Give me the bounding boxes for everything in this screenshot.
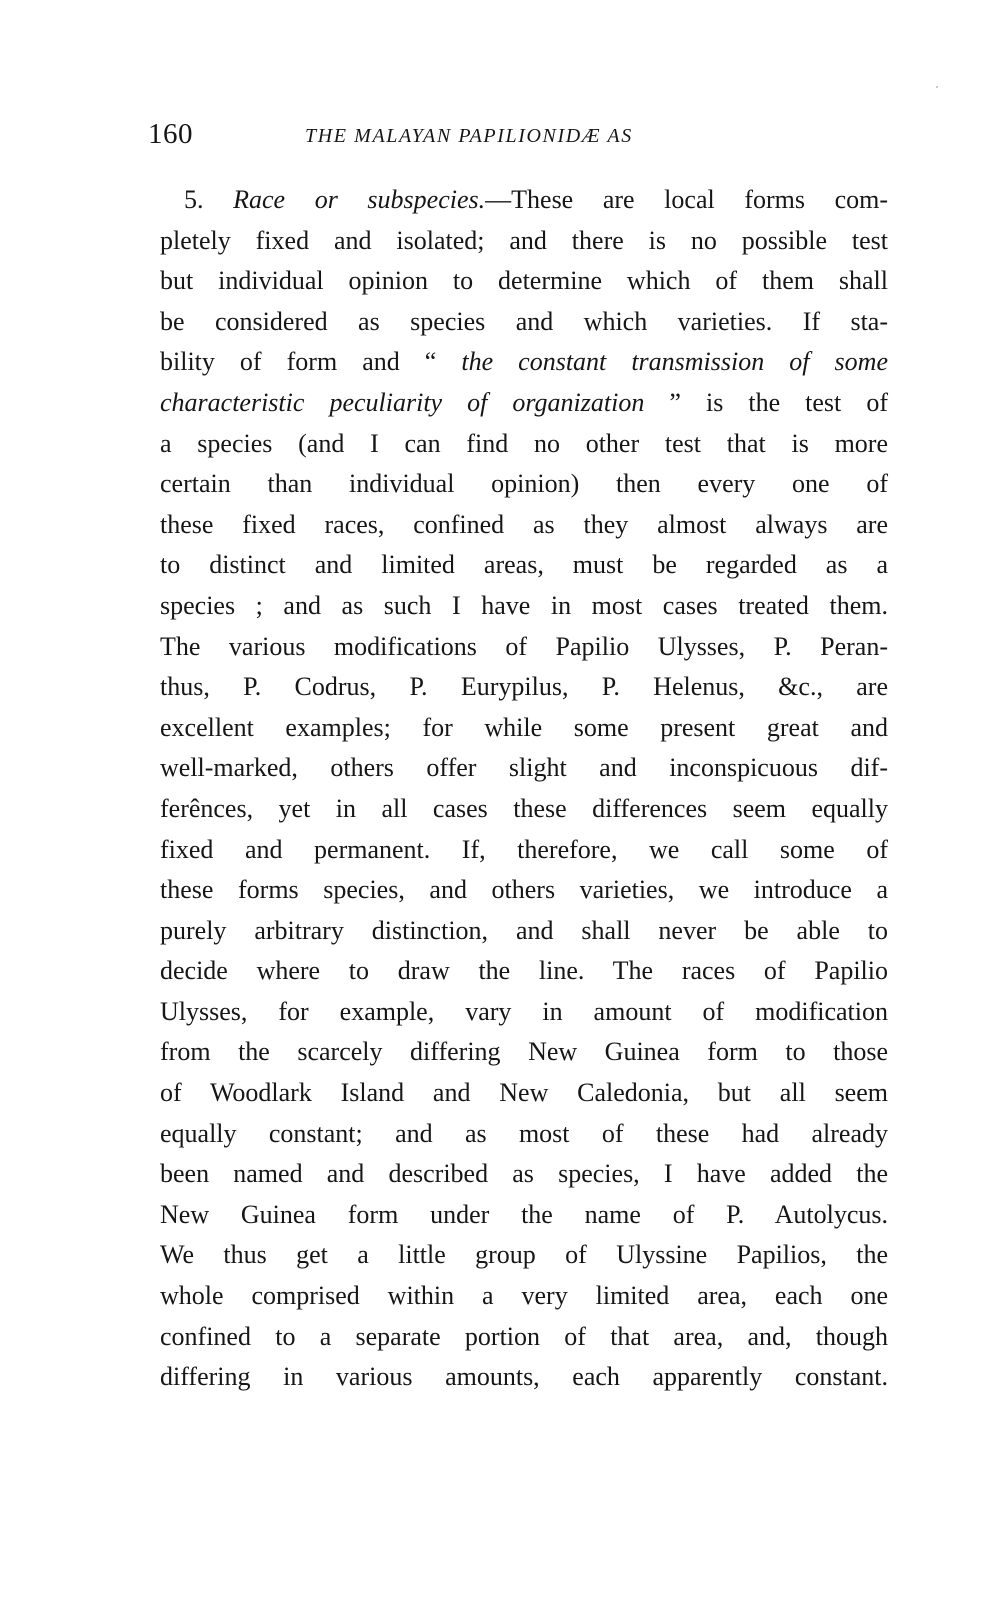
text-line	[160, 1276, 888, 1317]
text-line	[160, 789, 888, 830]
text-segment: 5.	[184, 185, 234, 214]
text-line	[160, 586, 888, 627]
text-line	[160, 911, 888, 952]
text-segment: —These are local forms com-	[485, 185, 889, 214]
text-segment: a species (and I can find no other test that is more	[160, 428, 888, 458]
text-segment: confined to a separate portion of that area, and, though	[160, 1321, 888, 1351]
text-segment: of Woodlark Island and New Caledonia, but all seem	[160, 1078, 888, 1108]
text-segment: purely arbitrary distinction, and shall never be able to	[160, 915, 888, 945]
text-line	[160, 383, 888, 424]
running-head	[148, 116, 888, 156]
text-segment: be considered as species and which varieties. If sta-	[160, 306, 888, 336]
body-paragraph	[160, 180, 888, 1398]
text-segment: New Guinea form under the name of P. Autolycus.	[160, 1199, 888, 1229]
text-segment: these fixed races, confined as they almost always are	[160, 509, 888, 539]
text-segment: equally constant; and as most of these had already	[160, 1118, 888, 1148]
text-line	[160, 221, 888, 262]
text-line	[160, 1357, 888, 1398]
text-line	[160, 748, 888, 789]
text-line	[160, 424, 888, 465]
text-segment: thus, P. Codrus, P. Eurypilus, P. Helenus, &c., are	[160, 672, 888, 702]
text-segment: certain than individual opinion) then every one of	[160, 469, 888, 499]
text-line	[160, 505, 888, 546]
italic-text: the constant transmission of some	[461, 347, 888, 377]
text-line	[160, 1317, 888, 1358]
text-line	[160, 302, 888, 343]
text-line	[160, 342, 888, 383]
text-line	[160, 1114, 888, 1155]
text-segment: We thus get a little group of Ulyssine Papilios, the	[160, 1240, 888, 1270]
text-line	[160, 180, 888, 221]
text-line	[160, 1154, 888, 1195]
text-segment: from the scarcely differing New Guinea form to those	[160, 1037, 888, 1067]
paper-speck	[936, 86, 938, 88]
text-line	[160, 951, 888, 992]
text-segment: been named and described as species, I have added the	[160, 1159, 888, 1189]
text-line	[160, 261, 888, 302]
text-segment: decide where to draw the line. The races of Papilio	[160, 956, 888, 986]
text-segment: fixed and permanent. If, therefore, we call some of	[160, 834, 888, 864]
text-line	[160, 870, 888, 911]
text-line	[160, 830, 888, 871]
text-segment: excellent examples; for while some present great and	[160, 712, 888, 742]
text-segment: these forms species, and others varieties, we introduce a	[160, 875, 888, 905]
text-segment: bility of form and “	[160, 347, 462, 377]
text-line	[160, 464, 888, 505]
page-number: 160	[148, 118, 193, 150]
text-segment: differing in various amounts, each apparently constant.	[160, 1362, 888, 1392]
text-line	[160, 627, 888, 668]
italic-text: characteristic peculiarity of organization	[160, 387, 645, 417]
running-title: THE MALAYAN PAPILIONIDÆ AS	[305, 125, 633, 147]
text-line	[160, 545, 888, 586]
text-segment: pletely fixed and isolated; and there is no possible test	[160, 225, 888, 255]
text-line	[160, 1032, 888, 1073]
text-line	[160, 1073, 888, 1114]
text-segment: species ; and as such I have in most cases treated them.	[160, 590, 888, 620]
text-segment: whole comprised within a very limited area, each one	[160, 1281, 888, 1311]
text-segment: ” is the test of	[644, 387, 888, 417]
text-segment: The various modifications of Papilio Ulysses, P. Peran-	[160, 631, 888, 661]
text-segment: ferênces, yet in all cases these differences seem equally	[160, 793, 888, 823]
text-line	[160, 708, 888, 749]
italic-text: Race or subspecies.	[233, 185, 486, 214]
text-segment: Ulysses, for example, vary in amount of modification	[160, 996, 888, 1026]
text-line	[160, 667, 888, 708]
text-line	[160, 1195, 888, 1236]
text-line	[160, 1235, 888, 1276]
text-segment: to distinct and limited areas, must be regarded as a	[160, 550, 888, 580]
text-segment: but individual opinion to determine which of them shall	[160, 266, 888, 296]
text-segment: well-marked, others offer slight and inconspicuous dif-	[160, 753, 888, 783]
text-line	[160, 992, 888, 1033]
